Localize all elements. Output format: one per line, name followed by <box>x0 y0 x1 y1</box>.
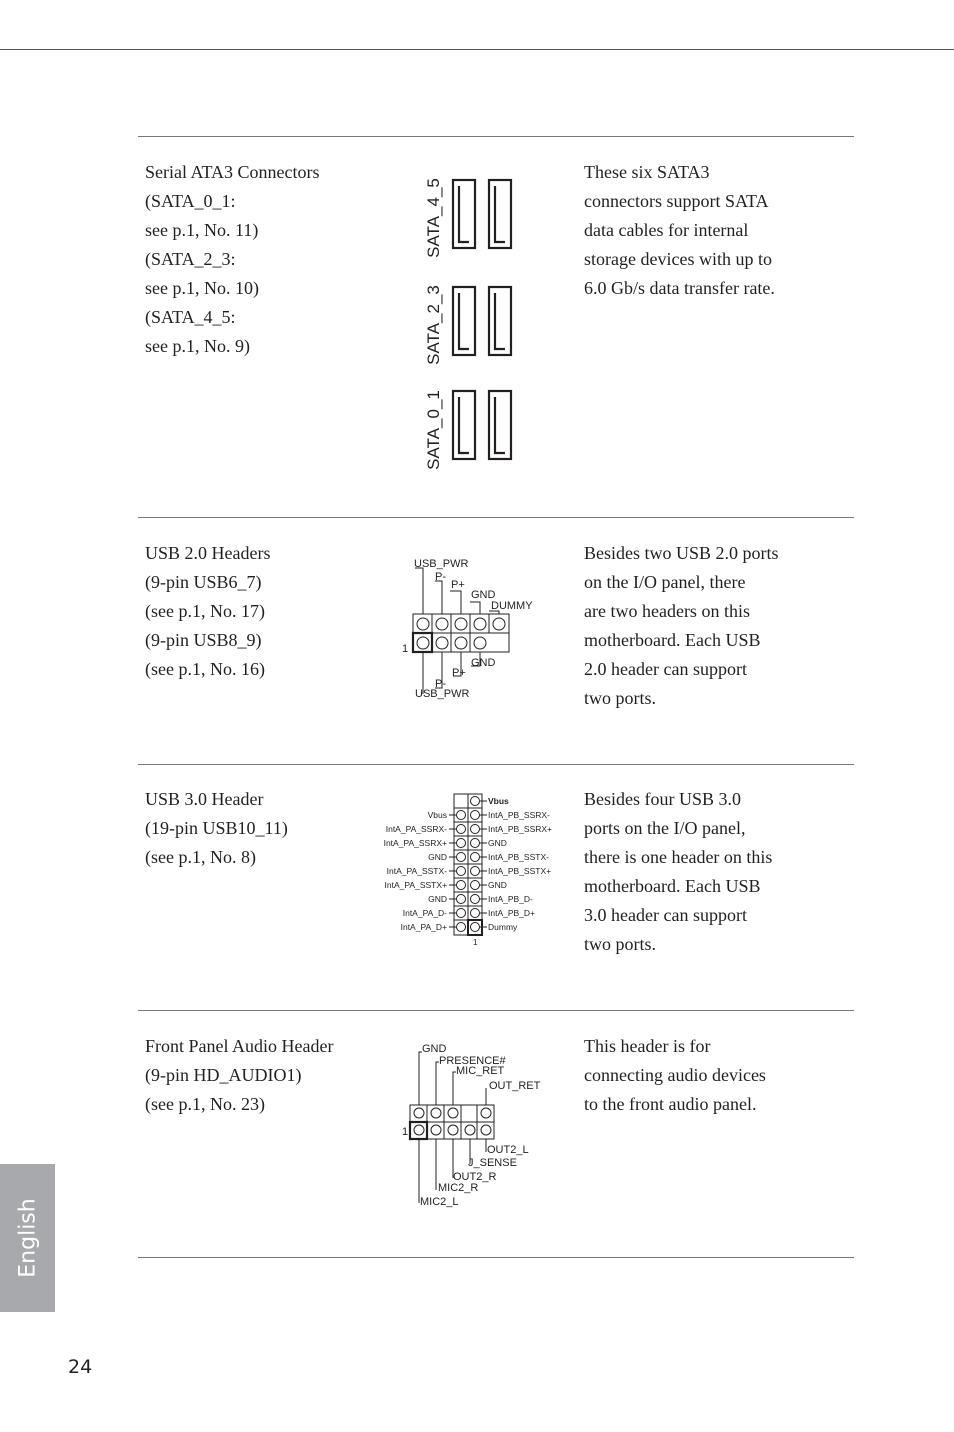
pin <box>474 618 486 630</box>
pin <box>457 839 466 848</box>
desc-line: two ports. <box>584 688 656 708</box>
pin-label: GND <box>471 657 496 669</box>
sata-title <box>145 158 320 361</box>
pin-label: IntA_PA_SSRX- <box>385 824 447 834</box>
section-divider <box>138 517 854 518</box>
pin-label: GND <box>428 852 447 862</box>
sata-port <box>453 180 475 248</box>
pin <box>493 618 505 630</box>
pin-label: GND <box>488 880 507 890</box>
pin-label: IntA_PB_D- <box>488 894 533 904</box>
audio-description <box>584 1032 766 1119</box>
section-divider <box>138 1010 854 1011</box>
pin <box>457 923 466 932</box>
title-line: (see p.1, No. 17) <box>145 601 265 621</box>
desc-line: 6.0 Gb/s data transfer rate. <box>584 278 775 298</box>
title-line: USB 2.0 Headers <box>145 543 271 563</box>
pin <box>431 1125 441 1135</box>
pin <box>481 1125 491 1135</box>
sata-port-key <box>459 186 469 242</box>
pin <box>471 811 480 820</box>
sata-label: SATA_0_1 <box>424 390 443 470</box>
pin <box>471 867 480 876</box>
pin <box>481 1108 491 1118</box>
pin <box>457 881 466 890</box>
title-line: (9-pin HD_AUDIO1) <box>145 1065 302 1085</box>
pin1-label: 1 <box>473 938 478 947</box>
pin1-label: 1 <box>402 643 409 655</box>
pin-label: GND <box>422 1043 447 1055</box>
desc-line: data cables for internal <box>584 220 749 240</box>
pin-label: OUT2_R <box>453 1171 497 1183</box>
pin-label: IntA_PA_D- <box>402 908 447 918</box>
pin-label: OUT_RET <box>489 1080 541 1092</box>
pin <box>417 618 429 630</box>
pin <box>471 881 480 890</box>
usb3-title <box>145 785 288 872</box>
usb2-title <box>145 539 270 684</box>
section-divider <box>138 1257 854 1258</box>
pin <box>436 637 448 649</box>
pin-label: OUT2_L <box>487 1144 529 1156</box>
pin <box>448 1108 458 1118</box>
usb2-description <box>584 539 779 713</box>
pin <box>417 637 429 649</box>
pin1-label: 1 <box>402 1126 409 1138</box>
pin <box>455 618 467 630</box>
sata-port <box>453 391 475 459</box>
title-line: see p.1, No. 11) <box>145 220 259 240</box>
pin-label: PRESENCE# <box>439 1055 506 1067</box>
pin-label: USB_PWR <box>414 558 469 570</box>
sata-port-key <box>459 293 469 349</box>
pin-label: Vbus <box>427 810 447 820</box>
pin <box>471 797 480 806</box>
desc-line: motherboard. Each USB <box>584 630 761 650</box>
pin-label: MIC_RET <box>456 1065 505 1077</box>
sata-port-key <box>495 293 505 349</box>
sata-port-key <box>459 397 469 453</box>
title-line: (see p.1, No. 16) <box>145 659 265 679</box>
pin <box>471 923 480 932</box>
audio-header-diagram <box>398 1038 558 1210</box>
desc-line: Besides two USB 2.0 ports <box>584 543 779 563</box>
desc-line: motherboard. Each USB <box>584 876 761 896</box>
pin-label: USB_PWR <box>415 688 470 700</box>
pin-label: IntA_PB_SSRX+ <box>488 824 553 834</box>
desc-line: These six SATA3 <box>584 162 710 182</box>
usb3-description <box>584 785 772 959</box>
sata-port <box>489 391 511 459</box>
sata-label: SATA_2_3 <box>424 285 443 365</box>
pin-label: J_SENSE <box>468 1157 517 1169</box>
pin-label: MIC2_L <box>420 1196 459 1208</box>
pin-label: GND <box>488 838 507 848</box>
sata-port <box>489 180 511 248</box>
pin <box>414 1125 424 1135</box>
pin-label: IntA_PA_SSTX- <box>386 866 447 876</box>
title-line: (SATA_4_5: <box>145 307 236 327</box>
pin <box>474 637 486 649</box>
desc-line: are two headers on this <box>584 601 750 621</box>
pin <box>414 1108 424 1118</box>
language-tab <box>0 1164 55 1312</box>
desc-line: storage devices with up to <box>584 249 772 269</box>
desc-line: connectors support SATA <box>584 191 769 211</box>
sata-port <box>453 287 475 355</box>
page-number: 24 <box>68 1356 93 1378</box>
pin <box>471 909 480 918</box>
pin-label: Dummy <box>488 922 518 932</box>
pin <box>431 1108 441 1118</box>
title-line: (SATA_0_1: <box>145 191 236 211</box>
section-divider <box>138 764 854 765</box>
pin-label: IntA_PB_SSRX- <box>488 810 550 820</box>
desc-line: 3.0 header can support <box>584 905 747 925</box>
title-line: USB 3.0 Header <box>145 789 264 809</box>
pin-label: IntA_PB_SSTX+ <box>488 866 552 876</box>
desc-line: on the I/O panel, there <box>584 572 746 592</box>
pin-label: IntA_PA_D+ <box>400 922 447 932</box>
pin <box>471 825 480 834</box>
sata-port <box>489 287 511 355</box>
pin <box>471 853 480 862</box>
pin <box>457 895 466 904</box>
title-line: (see p.1, No. 8) <box>145 847 256 867</box>
pin <box>471 839 480 848</box>
usb2-header-diagram <box>395 552 555 704</box>
pin-label: GND <box>471 589 496 601</box>
pin <box>448 1125 458 1135</box>
desc-line: there is one header on this <box>584 847 773 867</box>
pin-label: IntA_PB_SSTX- <box>488 852 549 862</box>
pin <box>457 867 466 876</box>
title-line: (see p.1, No. 23) <box>145 1094 265 1114</box>
sata-port-key <box>495 397 505 453</box>
title-line: Front Panel Audio Header <box>145 1036 334 1056</box>
title-line: Serial ATA3 Connectors <box>145 162 320 182</box>
desc-line: Besides four USB 3.0 <box>584 789 741 809</box>
pin <box>465 1125 475 1135</box>
header-rule <box>0 49 954 50</box>
pin-label: P+ <box>451 579 465 591</box>
section-divider <box>138 136 854 137</box>
title-line: (9-pin USB6_7) <box>145 572 262 592</box>
desc-line: ports on the I/O panel, <box>584 818 746 838</box>
pin-label: GND <box>428 894 447 904</box>
pin-label: P- <box>435 678 446 690</box>
pin-label: P- <box>435 571 446 583</box>
title-line: (SATA_2_3: <box>145 249 236 269</box>
pin <box>457 853 466 862</box>
title-line: (9-pin USB8_9) <box>145 630 262 650</box>
pin <box>436 618 448 630</box>
pin <box>455 637 467 649</box>
usb3-header-diagram <box>375 792 575 952</box>
desc-line: 2.0 header can support <box>584 659 747 679</box>
desc-line: This header is for <box>584 1036 711 1056</box>
audio-title <box>145 1032 333 1119</box>
title-line: (19-pin USB10_11) <box>145 818 288 838</box>
desc-line: connecting audio devices <box>584 1065 766 1085</box>
pin <box>457 811 466 820</box>
pin <box>471 895 480 904</box>
pin-label: Vbus <box>488 796 509 806</box>
pin-label: IntA_PA_SSRX+ <box>383 838 447 848</box>
sata-port-key <box>495 186 505 242</box>
pin <box>457 825 466 834</box>
title-line: see p.1, No. 9) <box>145 336 250 356</box>
desc-line: two ports. <box>584 934 656 954</box>
sata-description <box>584 158 775 303</box>
pin-label: P+ <box>452 667 466 679</box>
title-line: see p.1, No. 10) <box>145 278 259 298</box>
pin-label: DUMMY <box>491 600 533 612</box>
sata-label: SATA_4_5 <box>424 178 443 258</box>
language-tab-label: English <box>15 1198 40 1278</box>
sata-connector-diagram <box>410 170 530 480</box>
pin-label: IntA_PB_D+ <box>488 908 536 918</box>
pin-label: MIC2_R <box>438 1182 479 1194</box>
pin <box>457 909 466 918</box>
desc-line: to the front audio panel. <box>584 1094 757 1114</box>
pin-label: IntA_PA_SSTX+ <box>384 880 447 890</box>
